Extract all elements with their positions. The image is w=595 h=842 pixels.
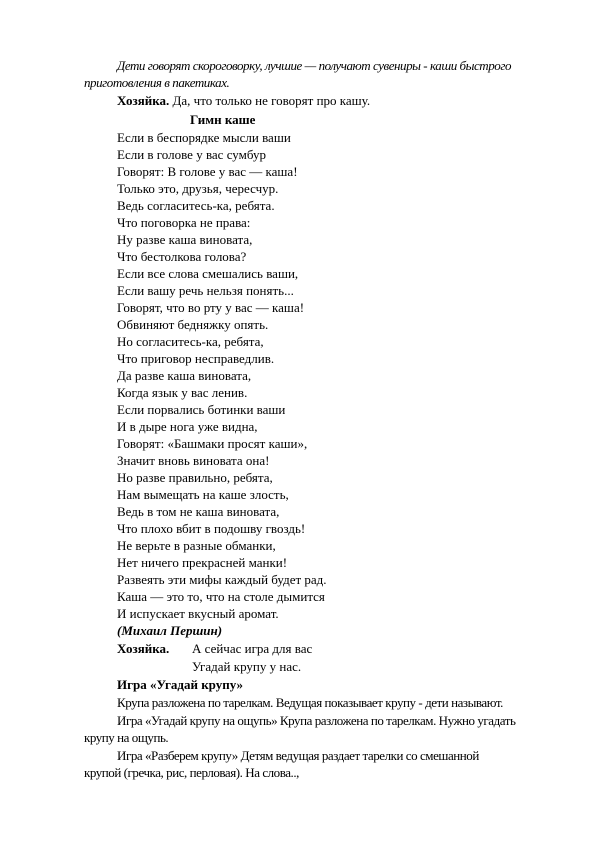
game3-line-1: Игра «Разберем крупу» Детям ведущая раздает тарелки со смешанной [117,748,479,763]
poem-line: Значит вновь виновата она! [117,453,270,468]
game-description: Крупа разложена по тарелкам. Ведущая показывает крупу - дети называют. [117,695,503,710]
intro-line-1: Дети говорят скороговорку, лучшие — получают сувениры - каши быстрого [117,58,512,73]
game-title: Игра «Угадай крупу» [117,677,244,692]
poem-line: Что приговор несправедлив. [117,351,275,366]
game2-line-1: Игра «Угадай крупу на ощупь» Крупа разложена по тарелкам. Нужно угадать [117,713,516,728]
poem-line: Нам вымещать на каше злость, [117,487,289,502]
poem-line: Говорят: В голове у вас — каша! [117,164,298,179]
poem-title: Гимн каше [190,112,256,127]
poem-line: Что бестолкова голова? [117,249,247,264]
poem-line: Обвиняют бедняжку опять. [117,317,269,332]
poem-line: Но разве правильно, ребята, [117,470,273,485]
poem-line: Ведь в том не каша виновата, [117,504,280,519]
poem-line: Что плохо вбит в подошву гвоздь! [117,521,306,536]
poem-line: Если в голове у вас сумбур [117,147,266,162]
host-remark-text: Да, что только не говорят про кашу. [172,93,371,108]
poem-line: И испускает вкусный аромат. [117,606,279,621]
host-speaker-label: Хозяйка. [117,93,170,108]
intro-line-2: приготовления в пакетиках. [84,75,230,90]
poem-line: Но согласитесь-ка, ребята, [117,334,264,349]
poem-line: И в дыре нога уже видна, [117,419,258,434]
poem-line: Если все слова смешались ваши, [117,266,299,281]
poem-line: Ведь согласитесь-ка, ребята. [117,198,275,213]
poem-line: Только это, друзья, чересчур. [117,181,279,196]
poem-line: Не верьте в разные обманки, [117,538,276,553]
game2-line-2: крупу на ощупь. [84,730,169,745]
game3-line-2: крупой (гречка, рис, перловая). На слова.., [84,765,299,780]
host-remark [117,92,370,109]
poem-line: Каша — это то, что на столе дымится [117,589,325,604]
host-verse-line-2: Угадай крупу у нас. [192,659,302,674]
poem-line: Что поговорка не права: [117,215,251,230]
poem-line: Если порвались ботинки ваши [117,402,286,417]
poem-line: Да разве каша виновата, [117,368,252,383]
poem-line: Когда язык у вас ленив. [117,385,248,400]
host-verse-line-1: А сейчас игра для вас [192,641,313,656]
host-speaker-label-2: Хозяйка. [117,641,170,656]
poem-author: (Михаил Першин) [117,623,223,638]
poem-line: Нет ничего прекрасней манки! [117,555,288,570]
poem-line: Если вашу речь нельзя понять... [117,283,294,298]
poem-line: Ну разве каша виновата, [117,232,253,247]
poem-line: Говорят: «Башмаки просят каши», [117,436,308,451]
poem-line: Если в беспорядке мысли ваши [117,130,291,145]
poem-line: Говорят, что во рту у вас — каша! [117,300,305,315]
poem-line: Развеять эти мифы каждый будет рад. [117,572,327,587]
